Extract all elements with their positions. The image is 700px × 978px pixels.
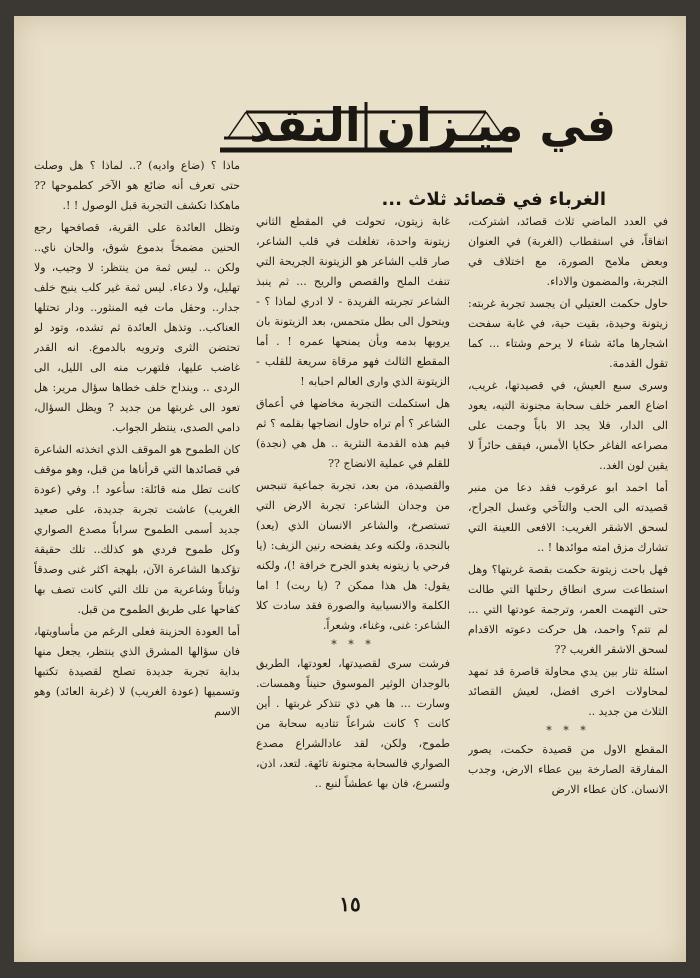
paragraph: المقطع الاول من قصيدة حكمت، يصور المفارقة الصارخة بين عطاء الارض، وجدب الانسان. كان عطاء الارض [468,743,668,796]
paragraph: غابة زيتون، تحولت في المقطع الثاني زيتونة واحدة، تغلغلت في قلب الشاعر، صار قلب الشاعر هو الزيتونة الجريحة التي تنفث الملح والقصص والريح ... ثم ينبذ الشاعر تجربته الفريدة - لا ادري لماذا ؟ - ويتحول الى بطل متحمس، بعد الزيتونة بان يرويها بدمه وبأن يمنحها عمره ! . أما المقطع الثالث فهو مرقاة سريعة للقلب - الزيتونة الذي وارى العالم احبابه ! [256,215,450,388]
page-number: ١٥ [339,892,361,916]
paragraph: حاول حكمت العتيلي ان يجسد تجربة غربته: زيتونة وحيدة، بقيت حية، في غابة سفحت اشجارها مائة شتاء لا يرحم وشتاء ... كما تقول القدمة. [468,297,668,370]
paragraph: أما العودة الحزينة فعلى الرغم من مأساويتها، فان سؤالها المشرق الذي ينتظر، يجعل منها بداية تجربة جديدة تصلح لقصيدة تكتبها وتسميها (عودة الغريب) لا (غربة العائد) وهو الاسم [34,625,240,718]
paragraph: فرشت سرى لقصيدتها، لعودتها، الطريق بالوجدان الوثير الموسوق حنيناً وهمسات. وسارت ... ها هي ذي تتذكر غربتها . أين كانت ؟ كانت شراعاً تتاديه سحابة من طموح، ولكن، لقد عادالشراع مصدع الصواري فالسحابة مجنونة تائهة. لتعد، اذن، ولتسرع، فان بها عطشاً لنبع .. [256,657,450,790]
paragraph: اسئلة تثار بين يدي محاولة قاصرة قد تمهد لمحاولات اخرى افضل، لعيش القصائد الثلاث من جديد .. [468,665,668,718]
paragraph: فهل باحت زيتونة حكمت بقصة غربتها؟ وهل استطاعت سرى انطاق رحلتها التي طالت حتى التهمت العمر، وترجمة عودتها التي ... لم تتم؟ واحمد، هل حركت دعوته الاقدام لسحق الاشقر الغريب ?? [468,563,668,656]
paragraph: وتظل العائدة على القرية، قصافحها رجع الحنين مضمخاً بدموع شوق، والحان ناي.. ولكن .. ليس ثمة من ينتظر: لا وجيب، ولا تهليل، ولا دعاء. ليس ثمة غير كلب ينبح خلف جدار.. وحقل مات فيه المنثور.. ودار تحتلها العناكب.. وتذهل العائدة ثم تشده، وتود لو تحتضن الثرى وترويه بالدموع. انه القدر غاضب عليها، فلتهرب منه الى الليل، الى الردى .. وينداح خلف خطاها سؤال مرير: هل تعود الى غربتها من جديد ? ويظل السؤال، دامي الصدى، ينتظر الجواب. [34,221,240,434]
article-subtitle: الغرباء في قصائد ثلاث ... [381,189,606,210]
magazine-page [14,16,686,962]
text-column-right [468,212,668,912]
text-column-middle [256,212,450,902]
paragraph: ماذا ؟ (ضاع واديه) ?.. لماذا ؟ هل وصلت حتى تعرف أنه ضائع هو الآخر كطموحها ?? ماهكذا تكشف التجربة قبل الوصول ! !. [34,159,240,212]
paragraph: هل استكملت التجربة مخاضها في أعماق الشاعر ؟ أم تراه حاول انضاجها بقلمه ؟ ثم فيم هذه القدمة النثرية .. هل هي (نجدة) للقلم في عملية الانضاج ?? [256,397,450,470]
paragraph: والقصيدة، من بعد، تجربة جماعية تنبجس من وجدان الشاعر: تجربة الارض التي تستصرخ، والشاعر الانسان الذي (يعد) بالنجدة، ولكنه وعد يفضحه رنين الزيف: (يا فرحي يا زيتونه يغدو الجرح خرافة !)، ولكنه يقول: هل هذا ممكن ? (يا ربت) ! اما الكلمة والانسيابية والصورة فقد سادت كلا الشاعر: غنى، وغناء، وشعراً. [256,479,450,632]
paragraph: وسرى سبع العيش، في قصيدتها، غريب، اضاع العمر خلف سحابة مجنونة التيه، يعود الى الدار، فلا يجد الا باباً وجمت على مصراعه الفاغر حكايا الأمس، فيقف حائراً لا يقين لون الغد.. [468,379,668,472]
column-header [162,98,682,183]
section-separator: * * * [331,638,375,651]
column-title: في ميـزان النقد [249,98,616,152]
text-column-left [34,156,240,896]
paragraph: كان الطموح هو الموقف الذي اتخذته الشاعرة في قصائدها التي قرأناها من قبل، وهو موقف كانت تطل منه قائلة: سأعود !. وفي (عودة الغريب) عاشت تجربة جديدة، على صعيد جديد أسمى الطموح سراباً مصدع الصواري وكل طموح فردي هو كذلك.. تلك حقيقة تؤكدها الشاعرة الآن، بلهجة اكثر غنى وصدقاً وثباتاً وشاعرية من تلك التي كانت تصف بها كفاحها على طريق الطموح من قبل. [34,443,240,616]
paragraph: في العدد الماضي ثلاث قصائد، اشتركت، اتفاقاً، في استقطاب (الغربة) في العنوان وبعض ملامح الصورة، مع اختلاف في التجربة، والمضمون والاداء. [468,215,668,288]
section-separator: * * * [546,724,590,737]
paragraph: أما احمد ابو عرقوب فقد دعا من منبر قصيدته الى الحب والتآخي وغسل الجراح، لسحق الاشقر الغريب: الافعى اللعينة التي تشارك مزق امته موائدها ! .. [468,481,668,554]
